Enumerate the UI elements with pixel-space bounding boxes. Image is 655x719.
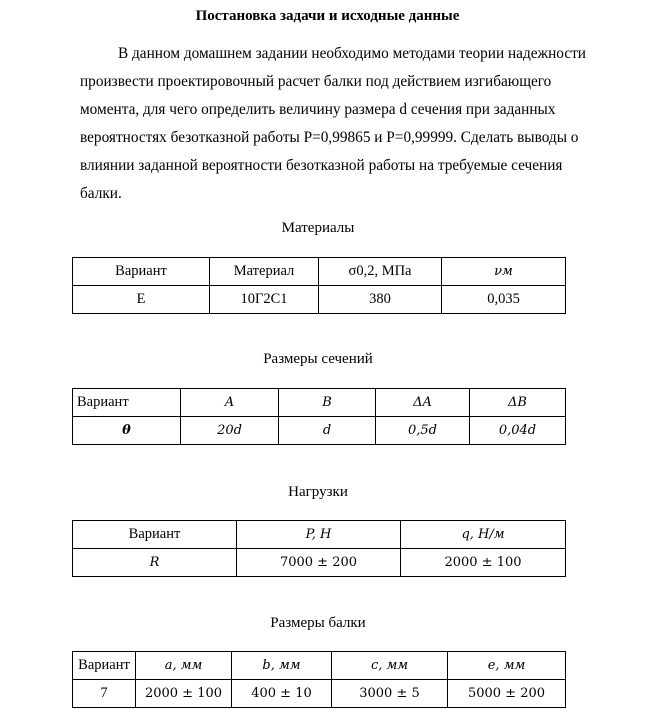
header-cell: e, мм xyxy=(448,652,566,680)
header-cell: c, мм xyxy=(332,652,448,680)
paragraph-line: момента, для чего определить величину размера d сечения при заданных xyxy=(80,101,556,118)
cell: 7000 ± 200 xyxy=(237,549,401,577)
header-cell: σ0,2, МПа xyxy=(319,258,442,286)
beam-caption: Размеры балки xyxy=(270,615,366,631)
page-title: Постановка задачи и исходные данные xyxy=(195,8,460,24)
paragraph-line: влиянии заданной вероятности безотказной работы на требуемые сечения xyxy=(80,157,563,174)
table-row xyxy=(73,680,566,708)
header-cell: Вариант xyxy=(73,258,210,286)
cell: 0,5d xyxy=(376,417,470,445)
cell: R xyxy=(73,549,237,577)
materials-table xyxy=(72,257,566,314)
cell: 2000 ± 100 xyxy=(401,549,566,577)
cell: Е xyxy=(73,286,210,314)
table-row xyxy=(73,549,566,577)
table-header-row xyxy=(73,521,566,549)
sections-table xyxy=(72,388,566,445)
header-cell: a, мм xyxy=(136,652,232,680)
header-cell: Материал xyxy=(210,258,319,286)
table-row xyxy=(73,286,566,314)
header-cell: b, мм xyxy=(232,652,332,680)
cell: 20d xyxy=(181,417,279,445)
header-cell: P, H xyxy=(237,521,401,549)
header-cell: A xyxy=(181,389,279,417)
paragraph-line: произвести проектировочный расчет балки под действием изгибающего xyxy=(80,73,552,90)
cell: θ xyxy=(73,417,181,445)
header-cell: ΔA xyxy=(376,389,470,417)
cell: 3000 ± 5 xyxy=(332,680,448,708)
table-header-row xyxy=(73,258,566,286)
sections-caption: Размеры сечений xyxy=(263,351,373,367)
table-header-row xyxy=(73,389,566,417)
cell: 400 ± 10 xyxy=(232,680,332,708)
paragraph-line: вероятностях безотказной работы P=0,99865 и P=0,99999. Сделать выводы о xyxy=(80,129,579,146)
materials-caption: Материалы xyxy=(281,220,355,236)
header-cell: Вариант xyxy=(73,389,181,417)
cell: d xyxy=(279,417,376,445)
cell: 10Г2С1 xyxy=(210,286,319,314)
table-row xyxy=(73,417,566,445)
paragraph-line: балки. xyxy=(80,185,122,202)
beam-table xyxy=(72,651,566,708)
cell: 5000 ± 200 xyxy=(448,680,566,708)
loads-table xyxy=(72,520,566,577)
cell: 0,035 xyxy=(442,286,566,314)
header-cell: q, H/м xyxy=(401,521,566,549)
header-cell: νм xyxy=(442,258,566,286)
header-cell: Вариант xyxy=(73,521,237,549)
cell: 7 xyxy=(73,680,136,708)
header-cell: ΔB xyxy=(470,389,566,417)
cell: 380 xyxy=(319,286,442,314)
loads-caption: Нагрузки xyxy=(288,484,348,500)
header-cell: Вариант xyxy=(73,652,136,680)
table-header-row xyxy=(73,652,566,680)
paragraph-line: В данном домашнем задании необходимо методами теории надежности xyxy=(118,45,586,62)
cell: 2000 ± 100 xyxy=(136,680,232,708)
cell: 0,04d xyxy=(470,417,566,445)
header-cell: B xyxy=(279,389,376,417)
